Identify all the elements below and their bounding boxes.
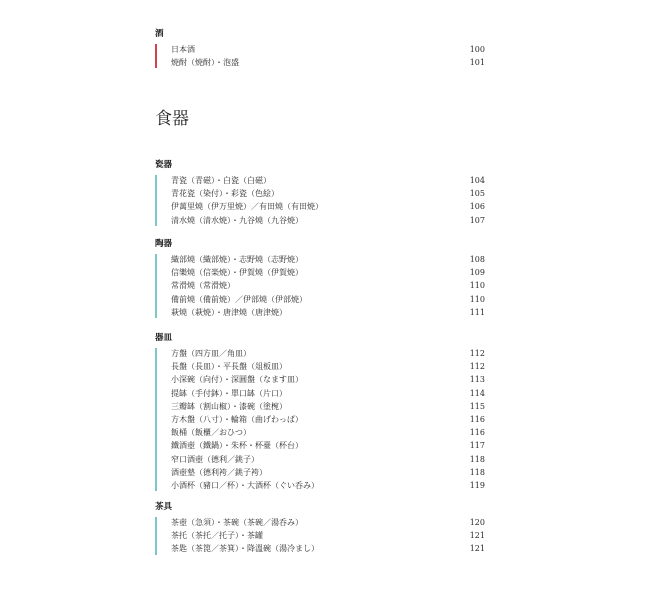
entry-label: 萩燒（萩焼）・唐津燒（唐津焼）	[171, 307, 287, 317]
toc-section-vessels	[155, 332, 485, 492]
entry-label: 三瓣缽（割山椒）・漆碗（塗椀）	[171, 401, 287, 411]
toc-entry[interactable]	[171, 306, 485, 319]
entry-label: 小深碗（向付）・深圓盤（なます皿）	[171, 375, 303, 385]
entry-page-number: 112	[469, 362, 485, 372]
entry-page-number: 121	[469, 544, 485, 554]
entry-label: 青花瓷（染付）・彩瓷（色絵）	[171, 189, 279, 199]
chapter-heading: 食器	[155, 109, 189, 129]
entry-page-number: 120	[469, 518, 485, 527]
entry-label: 茶托（茶托／托子）・茶罐	[171, 531, 263, 541]
entry-page-number: 110	[469, 281, 485, 291]
toc-entry[interactable]	[171, 266, 485, 279]
entry-label: 飯桶（飯櫃／おひつ）	[171, 428, 251, 438]
toc-entry[interactable]	[171, 360, 485, 373]
entry-page-number: 119	[469, 480, 485, 490]
entry-page-number: 114	[469, 388, 485, 398]
toc-section-tea-ware	[155, 501, 485, 556]
entry-label: 清水燒（清水焼）・九谷燒（九谷焼）	[171, 215, 303, 225]
entry-label: 鐵酒壺（鐵鍋）・朱杯・杯臺（杯台）	[171, 441, 303, 451]
toc-entry[interactable]	[171, 542, 485, 555]
entry-label: 備前燒（備前焼）／伊部燒（伊部焼）	[171, 294, 307, 304]
toc-entry[interactable]	[171, 293, 485, 306]
entry-list	[155, 347, 485, 492]
entry-page-number: 104	[469, 176, 485, 185]
entry-label: 信樂燒（信楽焼）・伊賀燒（伊賀焼）	[171, 268, 303, 278]
entry-page-number: 105	[469, 189, 485, 199]
toc-entry[interactable]	[171, 187, 485, 200]
entry-label: 青瓷（青磁）・白瓷（白磁）	[171, 176, 271, 185]
toc-entry[interactable]	[171, 516, 485, 529]
entry-page-number: 106	[469, 202, 485, 212]
entry-page-number: 116	[469, 414, 485, 424]
entry-label: 酒壺墊（德利袴／銚子袴）	[171, 467, 267, 477]
entry-list	[155, 253, 485, 319]
entry-label: 茶壺（急須）・茶碗（茶碗／湯呑み）	[171, 518, 303, 527]
toc-entry[interactable]	[171, 479, 485, 492]
entry-page-number: 101	[469, 58, 485, 68]
toc-entry[interactable]	[171, 400, 485, 413]
toc-entry[interactable]	[171, 347, 485, 360]
entry-page-number: 118	[469, 467, 485, 477]
entry-page-number: 113	[469, 375, 485, 385]
toc-entry[interactable]	[171, 174, 485, 187]
toc-section-sake	[155, 28, 485, 69]
toc-entry[interactable]	[171, 426, 485, 439]
entry-page-number: 115	[469, 401, 485, 411]
entry-label: 長盤（長皿）・平長盤（俎板皿）	[171, 362, 287, 372]
category-title: 器皿	[155, 333, 173, 343]
entry-page-number: 121	[469, 531, 485, 541]
toc-entry[interactable]	[171, 200, 485, 213]
toc-entry[interactable]	[171, 453, 485, 466]
toc-entry[interactable]	[171, 387, 485, 400]
entry-label: 小酒杯（豬口／杯）・大酒杯（ぐい呑み）	[171, 480, 319, 490]
entry-label: 織部燒（織部焼）・志野燒（志野焼）	[171, 255, 303, 264]
entry-page-number: 112	[469, 349, 485, 358]
category-title: 酒	[155, 29, 164, 39]
entry-page-number: 107	[469, 215, 485, 225]
entry-label: 伊萬里燒（伊万里焼）／有田燒（有田焼）	[171, 202, 323, 212]
entry-page-number: 111	[469, 307, 485, 317]
entry-label: 窄口酒壺（德利／銚子）	[171, 454, 259, 464]
toc-entry[interactable]	[171, 56, 485, 69]
entry-page-number: 108	[469, 255, 485, 264]
toc-entry[interactable]	[171, 279, 485, 292]
category-title: 瓷器	[155, 160, 173, 170]
toc-section-porcelain	[155, 159, 485, 227]
toc-entry[interactable]	[171, 253, 485, 266]
toc-entry[interactable]	[171, 413, 485, 426]
entry-label: 茶匙（茶箆／茶箕）・降溫碗（湯冷まし）	[171, 544, 319, 554]
toc-entry[interactable]	[171, 214, 485, 227]
entry-list	[155, 43, 485, 69]
entry-label: 常滑燒（常滑焼）	[171, 281, 235, 291]
toc-entry[interactable]	[171, 439, 485, 452]
entry-page-number: 109	[469, 268, 485, 278]
entry-label: 日本酒	[171, 45, 195, 54]
entry-list	[155, 174, 485, 227]
toc-entry[interactable]	[171, 43, 485, 56]
toc-section-pottery	[155, 238, 485, 319]
category-title: 陶器	[155, 239, 173, 249]
toc-entry[interactable]	[171, 466, 485, 479]
toc-entry[interactable]	[171, 373, 485, 386]
entry-page-number: 100	[469, 45, 485, 54]
entry-page-number: 117	[469, 441, 485, 451]
toc-entry[interactable]	[171, 529, 485, 542]
entry-label: 提缽（手付鉢）・單口缽（片口）	[171, 388, 287, 398]
entry-page-number: 116	[469, 428, 485, 438]
category-title: 茶具	[155, 502, 173, 512]
entry-label: 方盤（四方皿／角皿）	[171, 349, 251, 358]
entry-page-number: 118	[469, 454, 485, 464]
entry-list	[155, 516, 485, 556]
entry-page-number: 110	[469, 294, 485, 304]
entry-label: 焼酎（焼酎）・泡盛	[171, 58, 239, 68]
entry-label: 方木盤（八寸）・輪箱（曲げわっぱ）	[171, 414, 303, 424]
